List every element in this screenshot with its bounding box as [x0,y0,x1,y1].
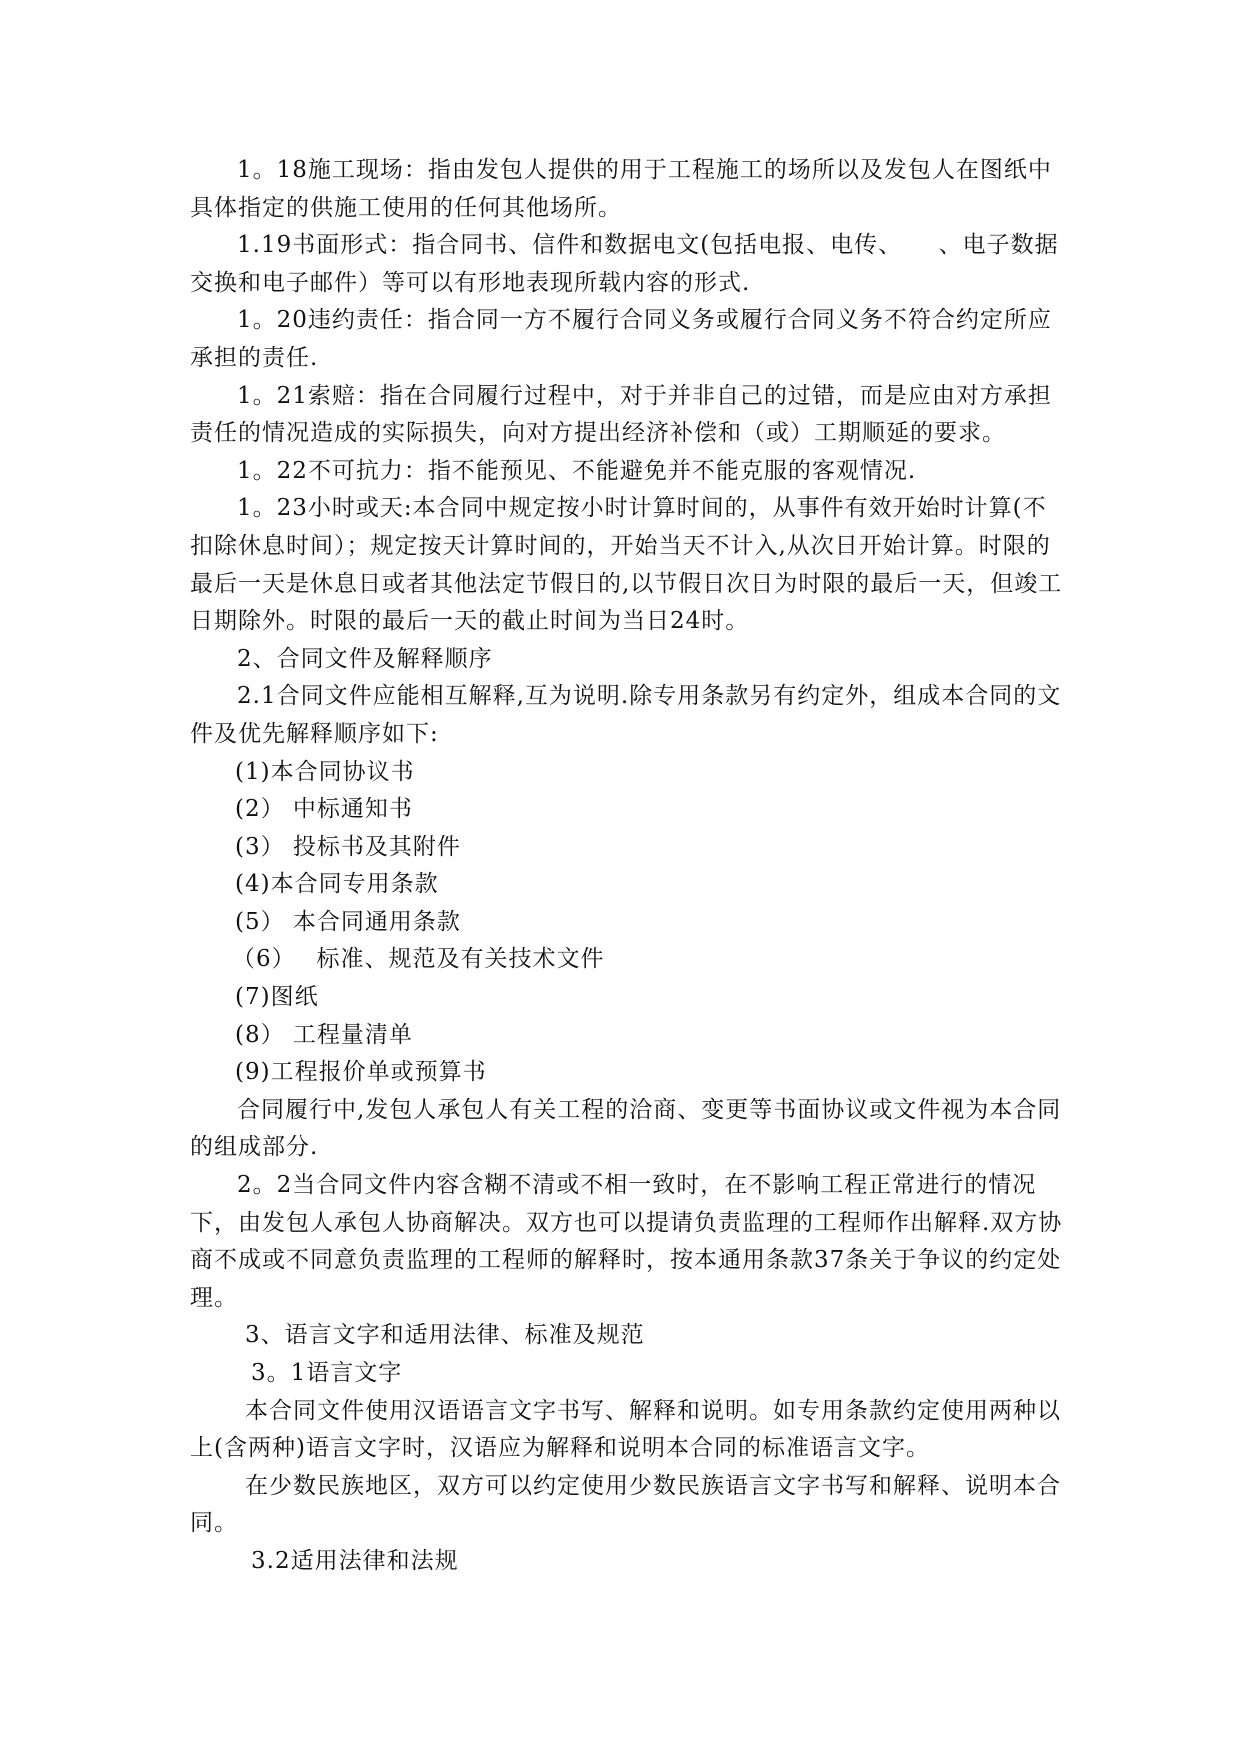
section-2-heading: 2、合同文件及解释顺序 [237,645,493,672]
list-item: (7)图纸 [235,984,319,1011]
clause-1-18: 1。18施工现场：指由发包人提供的用于工程施工的场所以及发包人在图纸中具体指定的供施工使用的任何其他场所。 [190,157,1052,221]
section-3-heading: 3、语言文字和适用法律、标准及规范 [245,1322,645,1349]
list-item: (8） 工程量清单 [235,1021,413,1048]
list-item: (2） 中标通知书 [235,796,413,823]
clause-1-23: 1。23小时或天:本合同中规定按小时计算时间的，从事件有效开始时计算(不扣除休息时间）；规定按天计算时间的，开始当天不计入,从次日开始计算。时限的最后一天是休息日或者其他法定节假日的,以节假日次日为时限的最后一天，但竣工日期除外。时限的最后一天的截止时间为当日24时。 [190,495,1063,635]
list-item: (9)工程报价单或预算书 [235,1059,487,1086]
paragraph-contract-composition: 合同履行中,发包人承包人有关工程的洽商、变更等书面协议或文件视为本合同的组成部分. [190,1096,1062,1161]
paragraph-minority-language: 在少数民族地区，双方可以约定使用少数民族语言文字书写和解释、说明本合同。 [190,1472,1061,1537]
list-item: (3） 投标书及其附件 [235,833,461,860]
clause-3-2-heading: 3.2适用法律和法规 [251,1547,459,1574]
clause-2-2: 2。2当合同文件内容含糊不清或不相一致时，在不影响工程正常进行的情况下，由发包人承包人协商解决。双方也可以提请负责监理的工程师作出解释.双方协商不成或不同意负责监理的工程师的解释时，按本通用条款37条关于争议的约定处理。 [190,1172,1063,1311]
clause-1-19: 1.19书面形式：指合同书、信件和数据电文(包括电报、电传、 、电子数据交换和电子邮件）等可以有形地表现所载内容的形式. [190,232,1059,296]
list-item: （6） 标准、规范及有关技术文件 [232,946,605,973]
clause-1-21: 1。21索赔：指在合同履行过程中，对于并非自己的过错，而是应由对方承担责任的情况造成的实际损失，向对方提出经济补偿和（或）工期顺延的要求。 [190,382,1052,447]
list-item: (4)本合同专用条款 [235,871,439,898]
paragraph-language-usage: 本合同文件使用汉语语言文字书写、解释和说明。如专用条款约定使用两种以上(含两种)语言文字时，汉语应为解释和说明本合同的标准语言文字。 [190,1397,1061,1462]
clause-1-20: 1。20违约责任：指合同一方不履行合同义务或履行合同义务不符合约定所应承担的责任. [190,307,1052,371]
clause-2-1: 2.1合同文件应能相互解释,互为说明.除专用条款另有约定外，组成本合同的文件及优先解释顺序如下: [190,683,1062,747]
clause-1-22: 1。22不可抗力：指不能预见、不能避免并不能克服的客观情况. [237,457,917,484]
list-item: (1)本合同协议书 [235,758,415,785]
list-item: (5） 本合同通用条款 [235,908,461,935]
document-body [190,152,1070,1581]
clause-3-1-heading: 3。1语言文字 [251,1360,403,1386]
